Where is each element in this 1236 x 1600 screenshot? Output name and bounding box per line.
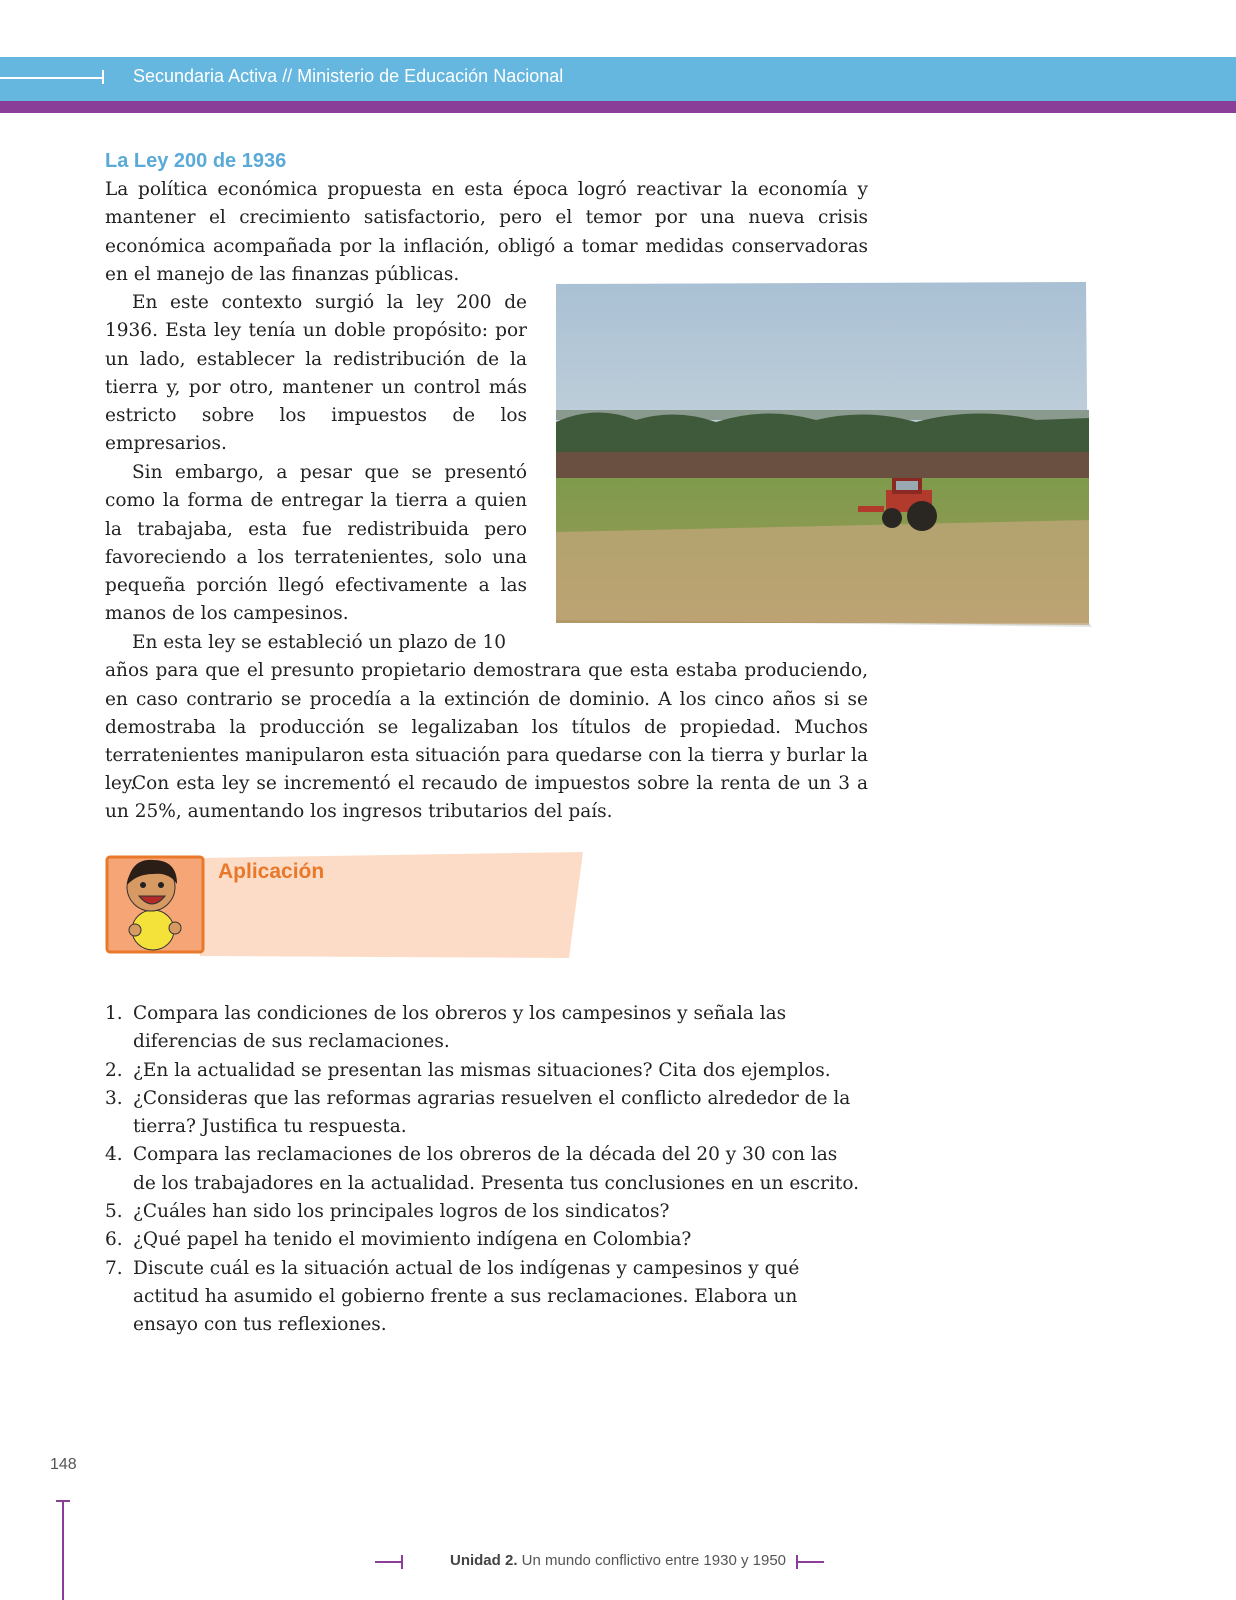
header-rule bbox=[0, 77, 103, 79]
list-item bbox=[105, 1226, 865, 1254]
paragraph-intro: La política económica propuesta en esta época logró reactivar la economía y mantener el crecimiento satisfactorio, pero el temor por una nueva crisis económica acompañada por la inflación, obligó a tomar medidas conservadoras en el manejo de las finanzas públicas. bbox=[105, 179, 868, 285]
question-number: 5. bbox=[105, 1201, 123, 1223]
footer-unit-title: Un mundo conflictivo entre 1930 y 1950 bbox=[521, 1552, 787, 1569]
question-number: 4. bbox=[105, 1144, 123, 1166]
list-item bbox=[105, 1141, 865, 1198]
question-text: ¿En la actualidad se presentan las mismas situaciones? Cita dos ejemplos. bbox=[133, 1059, 831, 1081]
question-number: 2. bbox=[105, 1059, 123, 1081]
question-text: ¿Cuáles han sido los principales logros de los sindicatos? bbox=[133, 1201, 670, 1223]
list-item bbox=[105, 1000, 865, 1057]
question-number: 7. bbox=[105, 1257, 123, 1279]
header-title: Secundaria Activa // Ministerio de Educación Nacional bbox=[133, 66, 564, 86]
question-text: Compara las reclamaciones de los obreros de la década del 20 y 30 con las de los trabajadores en la actualidad. Presenta tus conclusiones en un escrito. bbox=[133, 1144, 860, 1194]
question-number: 6. bbox=[105, 1229, 123, 1251]
footer-rule-right-tick bbox=[796, 1555, 798, 1569]
question-text: ¿Consideras que las reformas agrarias resuelven el conflicto alrededor de la tierra? Justifica tu respuesta. bbox=[133, 1087, 851, 1138]
section-title: La Ley 200 de 1936 bbox=[105, 150, 287, 172]
question-number: 1. bbox=[105, 1003, 123, 1024]
list-item bbox=[105, 1255, 865, 1340]
paragraph-taxes: Con esta ley se incrementó el recaudo de impuestos sobre la renta de un 3 a un 25%, aumentando los ingresos tributarios del país. bbox=[105, 773, 868, 823]
question-text: ¿Qué papel ha tenido el movimiento indígena en Colombia? bbox=[133, 1229, 692, 1251]
question-number: 3. bbox=[105, 1087, 123, 1109]
application-title: Aplicación bbox=[218, 860, 325, 883]
footer bbox=[0, 1552, 1236, 1569]
list-item bbox=[105, 1198, 865, 1226]
paragraph-however: Sin embargo, a pesar que se presentó como la forma de entregar la tierra a quien la trabajaba, esta fue redistribuida pero favoreciendo a los terratenientes, solo una pequeña porción llegó efectivamente a las manos de los campesinos. bbox=[105, 462, 527, 625]
margin-rule-tick bbox=[56, 1500, 70, 1502]
list-item bbox=[105, 1085, 865, 1142]
page-number: 148 bbox=[50, 1456, 77, 1473]
list-item bbox=[105, 1057, 865, 1085]
footer-unit: Unidad 2. bbox=[449, 1552, 518, 1569]
question-text: Compara las condiciones de los obreros y los campesinos y señala las diferencias de sus reclamaciones. bbox=[133, 1003, 787, 1053]
header-accent-stripe bbox=[0, 101, 1236, 113]
footer-rule-right bbox=[796, 1561, 824, 1563]
application-box bbox=[105, 852, 585, 960]
question-text: Discute cuál es la situación actual de los indígenas y campesinos y qué actitud ha asumido el gobierno frente a sus reclamaciones. Elabora un ensayo con tus reflexiones. bbox=[133, 1257, 800, 1336]
margin-rule bbox=[62, 1500, 64, 1600]
paragraph-deadline-first-line: En esta ley se estableció un plazo de 10 bbox=[132, 632, 506, 653]
paragraph-deadline-rest: años para que el presunto propietario demostrara que esta estaba produciendo, en caso contrario se procedía a la extinción de dominio. A los cinco años si se demostraba la producción se legalizaban los títulos de propiedad. Muchos terratenientes manipularon esta situación para quedarse con la tierra y burlar la ley. bbox=[105, 660, 868, 795]
paragraph-context: En este contexto surgió la ley 200 de 1936. Esta ley tenía un doble propósito: por un lado, establecer la redistribución de la tierra y, por otro, mantener un control más estricto sobre los impuestos de los empresarios. bbox=[105, 292, 527, 455]
header-rule-tick bbox=[102, 70, 104, 84]
field-tractor-photo bbox=[556, 282, 1092, 635]
question-list bbox=[105, 1000, 865, 1340]
